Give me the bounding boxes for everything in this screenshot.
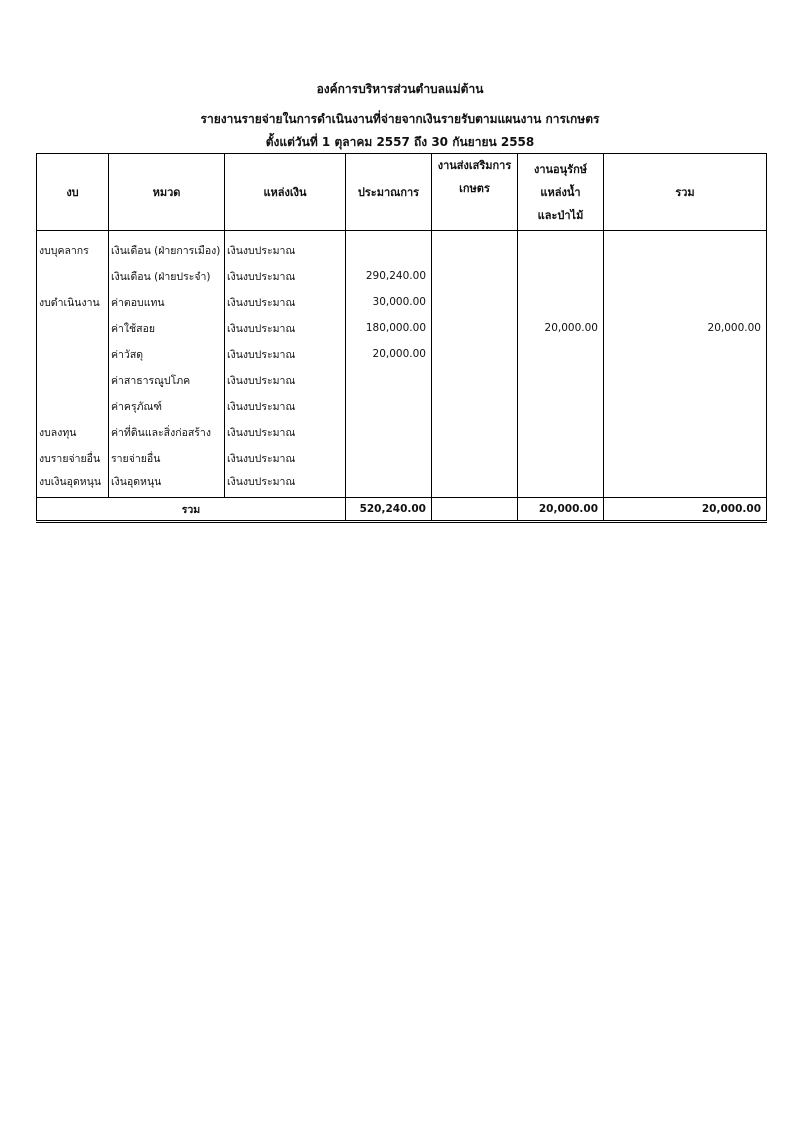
cell-source: เงินงบประมาณ — [225, 289, 346, 315]
cell-total — [604, 419, 767, 445]
cell-conservation — [518, 419, 604, 445]
cell-total — [604, 471, 767, 498]
cell-total — [604, 393, 767, 419]
expenditure-table — [36, 153, 767, 523]
totals-label: รวม — [37, 498, 346, 522]
cell-source: เงินงบประมาณ — [225, 237, 346, 263]
header-estimate: ประมาณการ — [346, 154, 432, 231]
cell-source: เงินงบประมาณ — [225, 393, 346, 419]
totals-agri-promotion — [432, 498, 518, 522]
table-row — [37, 237, 767, 263]
cell-source: เงินงบประมาณ — [225, 445, 346, 471]
cell-source: เงินงบประมาณ — [225, 263, 346, 289]
table-row — [37, 289, 767, 315]
cell-total: 20,000.00 — [604, 315, 767, 341]
cell-total — [604, 237, 767, 263]
cell-total — [604, 341, 767, 367]
cell-gob — [37, 263, 109, 289]
cell-total — [604, 289, 767, 315]
cell-category: เงินอุดหนุน — [109, 471, 225, 498]
table-row — [37, 367, 767, 393]
table-row — [37, 315, 767, 341]
table-header-row — [37, 154, 767, 231]
cell-estimate: 30,000.00 — [346, 289, 432, 315]
cell-estimate — [346, 471, 432, 498]
cell-agri-promotion — [432, 237, 518, 263]
cell-category: เงินเดือน (ฝ่ายการเมือง) — [109, 237, 225, 263]
cell-conservation — [518, 471, 604, 498]
cell-category: ค่าใช้สอย — [109, 315, 225, 341]
header-category: หมวด — [109, 154, 225, 231]
cell-agri-promotion — [432, 393, 518, 419]
cell-category: รายจ่ายอื่น — [109, 445, 225, 471]
totals-estimate: 520,240.00 — [346, 498, 432, 522]
header-gob: งบ — [37, 154, 109, 231]
cell-total — [604, 367, 767, 393]
cell-gob — [37, 367, 109, 393]
report-period: ตั้งแต่วันที่ 1 ตุลาคม 2557 ถึง 30 กันยายน 2558 — [265, 135, 535, 149]
cell-category: ค่าสาธารณูปโภค — [109, 367, 225, 393]
cell-agri-promotion — [432, 445, 518, 471]
cell-conservation — [518, 445, 604, 471]
cell-agri-promotion — [432, 367, 518, 393]
cell-category: ค่าครุภัณฑ์ — [109, 393, 225, 419]
cell-source: เงินงบประมาณ — [225, 367, 346, 393]
cell-conservation — [518, 237, 604, 263]
cell-estimate: 290,240.00 — [346, 263, 432, 289]
cell-conservation: 20,000.00 — [518, 315, 604, 341]
cell-gob: งบเงินอุดหนุน — [37, 471, 109, 498]
header-agri-promotion — [432, 154, 518, 231]
cell-gob: งบรายจ่ายอื่น — [37, 445, 109, 471]
header-conservation-line3: และป่าไม้ — [537, 208, 584, 222]
cell-estimate — [346, 367, 432, 393]
header-total: รวม — [604, 154, 767, 231]
header-conservation — [518, 154, 604, 231]
totals-conservation: 20,000.00 — [518, 498, 604, 522]
cell-agri-promotion — [432, 315, 518, 341]
cell-estimate: 180,000.00 — [346, 315, 432, 341]
cell-total — [604, 445, 767, 471]
table-row — [37, 263, 767, 289]
cell-conservation — [518, 393, 604, 419]
cell-gob: งบดำเนินงาน — [37, 289, 109, 315]
cell-estimate — [346, 445, 432, 471]
cell-estimate — [346, 419, 432, 445]
report-title: รายงานรายจ่ายในการดำเนินงานที่จ่ายจากเงินรายรับตามแผนงาน การเกษตร — [200, 112, 600, 126]
header-agri-promotion-line1: งานส่งเสริมการ — [437, 159, 512, 172]
cell-source: เงินงบประมาณ — [225, 419, 346, 445]
org-title: องค์การบริหารส่วนตำบลแม่ต้าน — [316, 82, 484, 96]
cell-gob — [37, 393, 109, 419]
cell-estimate — [346, 237, 432, 263]
cell-conservation — [518, 289, 604, 315]
header-conservation-line2: แหล่งน้ำ — [540, 185, 581, 199]
cell-category: ค่าวัสดุ — [109, 341, 225, 367]
table-row — [37, 341, 767, 367]
cell-agri-promotion — [432, 341, 518, 367]
header-conservation-line1: งานอนุรักษ์ — [533, 162, 587, 176]
cell-category: ค่าตอบแทน — [109, 289, 225, 315]
cell-source: เงินงบประมาณ — [225, 341, 346, 367]
table-row — [37, 393, 767, 419]
cell-gob: งบบุคลากร — [37, 237, 109, 263]
totals-total: 20,000.00 — [604, 498, 767, 522]
cell-agri-promotion — [432, 289, 518, 315]
cell-gob: งบลงทุน — [37, 419, 109, 445]
cell-gob — [37, 315, 109, 341]
cell-conservation — [518, 341, 604, 367]
totals-row — [37, 498, 767, 522]
cell-gob — [37, 341, 109, 367]
cell-conservation — [518, 367, 604, 393]
cell-source: เงินงบประมาณ — [225, 315, 346, 341]
table-row — [37, 445, 767, 471]
header-agri-promotion-line2: เกษตร — [459, 182, 490, 195]
cell-category: ค่าที่ดินและสิ่งก่อสร้าง — [109, 419, 225, 445]
cell-conservation — [518, 263, 604, 289]
cell-source: เงินงบประมาณ — [225, 471, 346, 498]
cell-total — [604, 263, 767, 289]
cell-estimate — [346, 393, 432, 419]
table-row — [37, 471, 767, 498]
cell-estimate: 20,000.00 — [346, 341, 432, 367]
table-row — [37, 419, 767, 445]
header-source: แหล่งเงิน — [225, 154, 346, 231]
cell-category: เงินเดือน (ฝ่ายประจำ) — [109, 263, 225, 289]
cell-agri-promotion — [432, 419, 518, 445]
cell-agri-promotion — [432, 263, 518, 289]
cell-agri-promotion — [432, 471, 518, 498]
